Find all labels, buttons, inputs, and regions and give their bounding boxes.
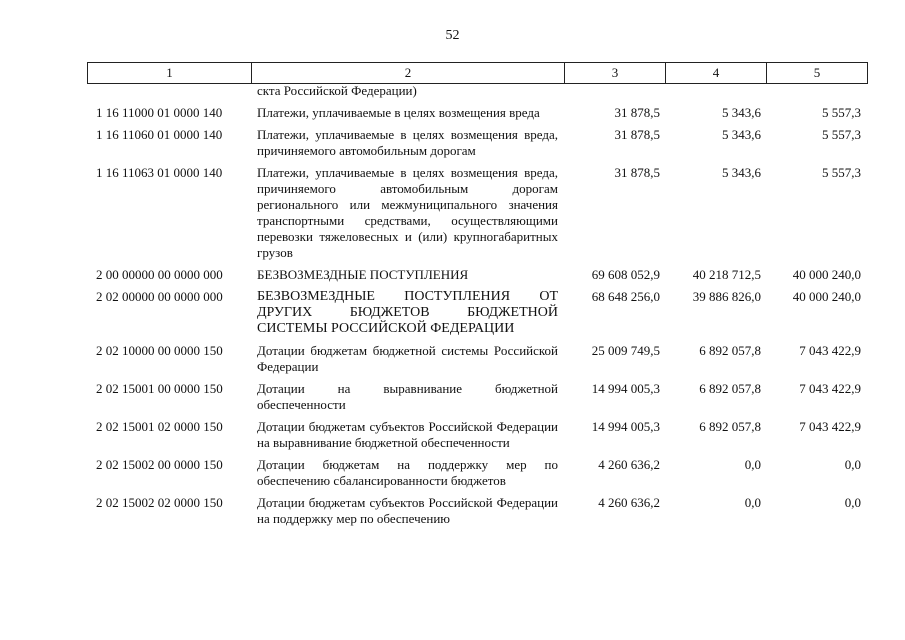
row-value-col3: 14 994 005,3 (591, 419, 660, 434)
row-value-col3: 69 608 052,9 (591, 267, 660, 282)
budget-table (87, 83, 867, 527)
row-code: 2 02 15001 00 0000 150 (96, 381, 223, 396)
row-name: БЕЗВОЗМЕЗДНЫЕ ПОСТУПЛЕНИЯ ОТ ДРУГИХ БЮДЖЕТОВ БЮДЖЕТНОЙ СИСТЕМЫ РОССИЙСКОЙ ФЕДЕРАЦИИ (257, 289, 558, 336)
column-header-1: 1 (88, 63, 252, 84)
row-code: 2 02 15001 02 0000 150 (96, 419, 223, 434)
row-value-col3: 68 648 256,0 (591, 289, 660, 304)
row-value-col5 (766, 83, 867, 105)
column-header-5: 5 (767, 63, 868, 84)
row-value-col3: 31 878,5 (614, 165, 660, 180)
row-value-col5: 5 557,3 (822, 105, 861, 120)
row-value-col3: 31 878,5 (614, 127, 660, 142)
row-name: Дотации на выравнивание бюджетной обеспеченности (257, 381, 558, 412)
row-value-col4 (665, 83, 766, 105)
column-header-table (87, 62, 868, 84)
table-row (87, 105, 867, 127)
table-row (87, 165, 867, 267)
row-value-col3: 4 260 636,2 (598, 495, 660, 510)
table-row (87, 343, 867, 381)
table-row (87, 457, 867, 495)
column-header-3: 3 (565, 63, 666, 84)
row-value-col5: 7 043 422,9 (799, 343, 861, 358)
row-value-col4: 6 892 057,8 (699, 381, 761, 396)
row-code: 2 02 15002 02 0000 150 (96, 495, 223, 510)
table-row (87, 419, 867, 457)
row-code: 2 02 10000 00 0000 150 (96, 343, 223, 358)
row-name: Дотации бюджетам субъектов Российской Федерации на поддержку мер по обеспечению (257, 495, 558, 526)
row-name: скта Российской Федерации) (257, 83, 417, 98)
row-value-col4: 6 892 057,8 (699, 343, 761, 358)
row-value-col4: 0,0 (744, 457, 761, 472)
row-value-col5: 40 000 240,0 (792, 289, 861, 304)
row-value-col5: 0,0 (844, 495, 861, 510)
column-header-4: 4 (666, 63, 767, 84)
row-code: 2 00 00000 00 0000 000 (96, 267, 223, 282)
row-value-col5: 5 557,3 (822, 127, 861, 142)
row-value-col3: 4 260 636,2 (598, 457, 660, 472)
row-name: Дотации бюджетам бюджетной системы Российской Федерации (257, 343, 558, 374)
row-value-col3: 31 878,5 (614, 105, 660, 120)
row-name: Платежи, уплачиваемые в целях возмещения вреда, причиняемого автомобильным дорогам регионального или межмуниципального значения транспортными средствами, осуществляющими перевозки тяжеловесных и (или) крупногабаритных грузов (257, 165, 558, 260)
column-header-2: 2 (252, 63, 565, 84)
row-name: Платежи, уплачиваемые в целях возмещения вреда (257, 105, 540, 120)
row-code: 1 16 11060 01 0000 140 (96, 127, 223, 142)
column-header-row (88, 63, 868, 84)
row-value-col4: 5 343,6 (722, 127, 761, 142)
table-row (87, 495, 867, 527)
table-row (87, 127, 867, 165)
row-value-col5: 5 557,3 (822, 165, 861, 180)
row-value-col4: 6 892 057,8 (699, 419, 761, 434)
row-name: Дотации бюджетам субъектов Российской Федерации на выравнивание бюджетной обеспеченности (257, 419, 558, 450)
row-value-col3 (564, 83, 665, 105)
row-name: Платежи, уплачиваемые в целях возмещения вреда, причиняемого автомобильным дорогам (257, 127, 558, 158)
row-value-col4: 5 343,6 (722, 165, 761, 180)
row-code: 2 02 15002 00 0000 150 (96, 457, 223, 472)
row-name: БЕЗВОЗМЕЗДНЫЕ ПОСТУПЛЕНИЯ (257, 267, 469, 282)
table-row (87, 289, 867, 343)
row-value-col4: 40 218 712,5 (692, 267, 761, 282)
row-code: 1 16 11000 01 0000 140 (96, 105, 223, 120)
row-value-col5: 7 043 422,9 (799, 419, 861, 434)
row-name: Дотации бюджетам на поддержку мер по обеспечению сбалансированности бюджетов (257, 457, 558, 488)
page-number: 52 (445, 28, 460, 43)
row-value-col4: 39 886 826,0 (692, 289, 761, 304)
row-value-col4: 5 343,6 (722, 105, 761, 120)
row-value-col4: 0,0 (744, 495, 761, 510)
row-code: 1 16 11063 01 0000 140 (96, 165, 223, 180)
row-value-col3: 14 994 005,3 (591, 381, 660, 396)
table-row (87, 267, 867, 289)
table-row (87, 381, 867, 419)
row-value-col5: 0,0 (844, 457, 861, 472)
table-row (87, 83, 867, 105)
row-value-col5: 7 043 422,9 (799, 381, 861, 396)
row-value-col3: 25 009 749,5 (591, 343, 660, 358)
row-value-col5: 40 000 240,0 (792, 267, 861, 282)
row-code: 2 02 00000 00 0000 000 (96, 289, 223, 304)
row-code (87, 83, 251, 105)
